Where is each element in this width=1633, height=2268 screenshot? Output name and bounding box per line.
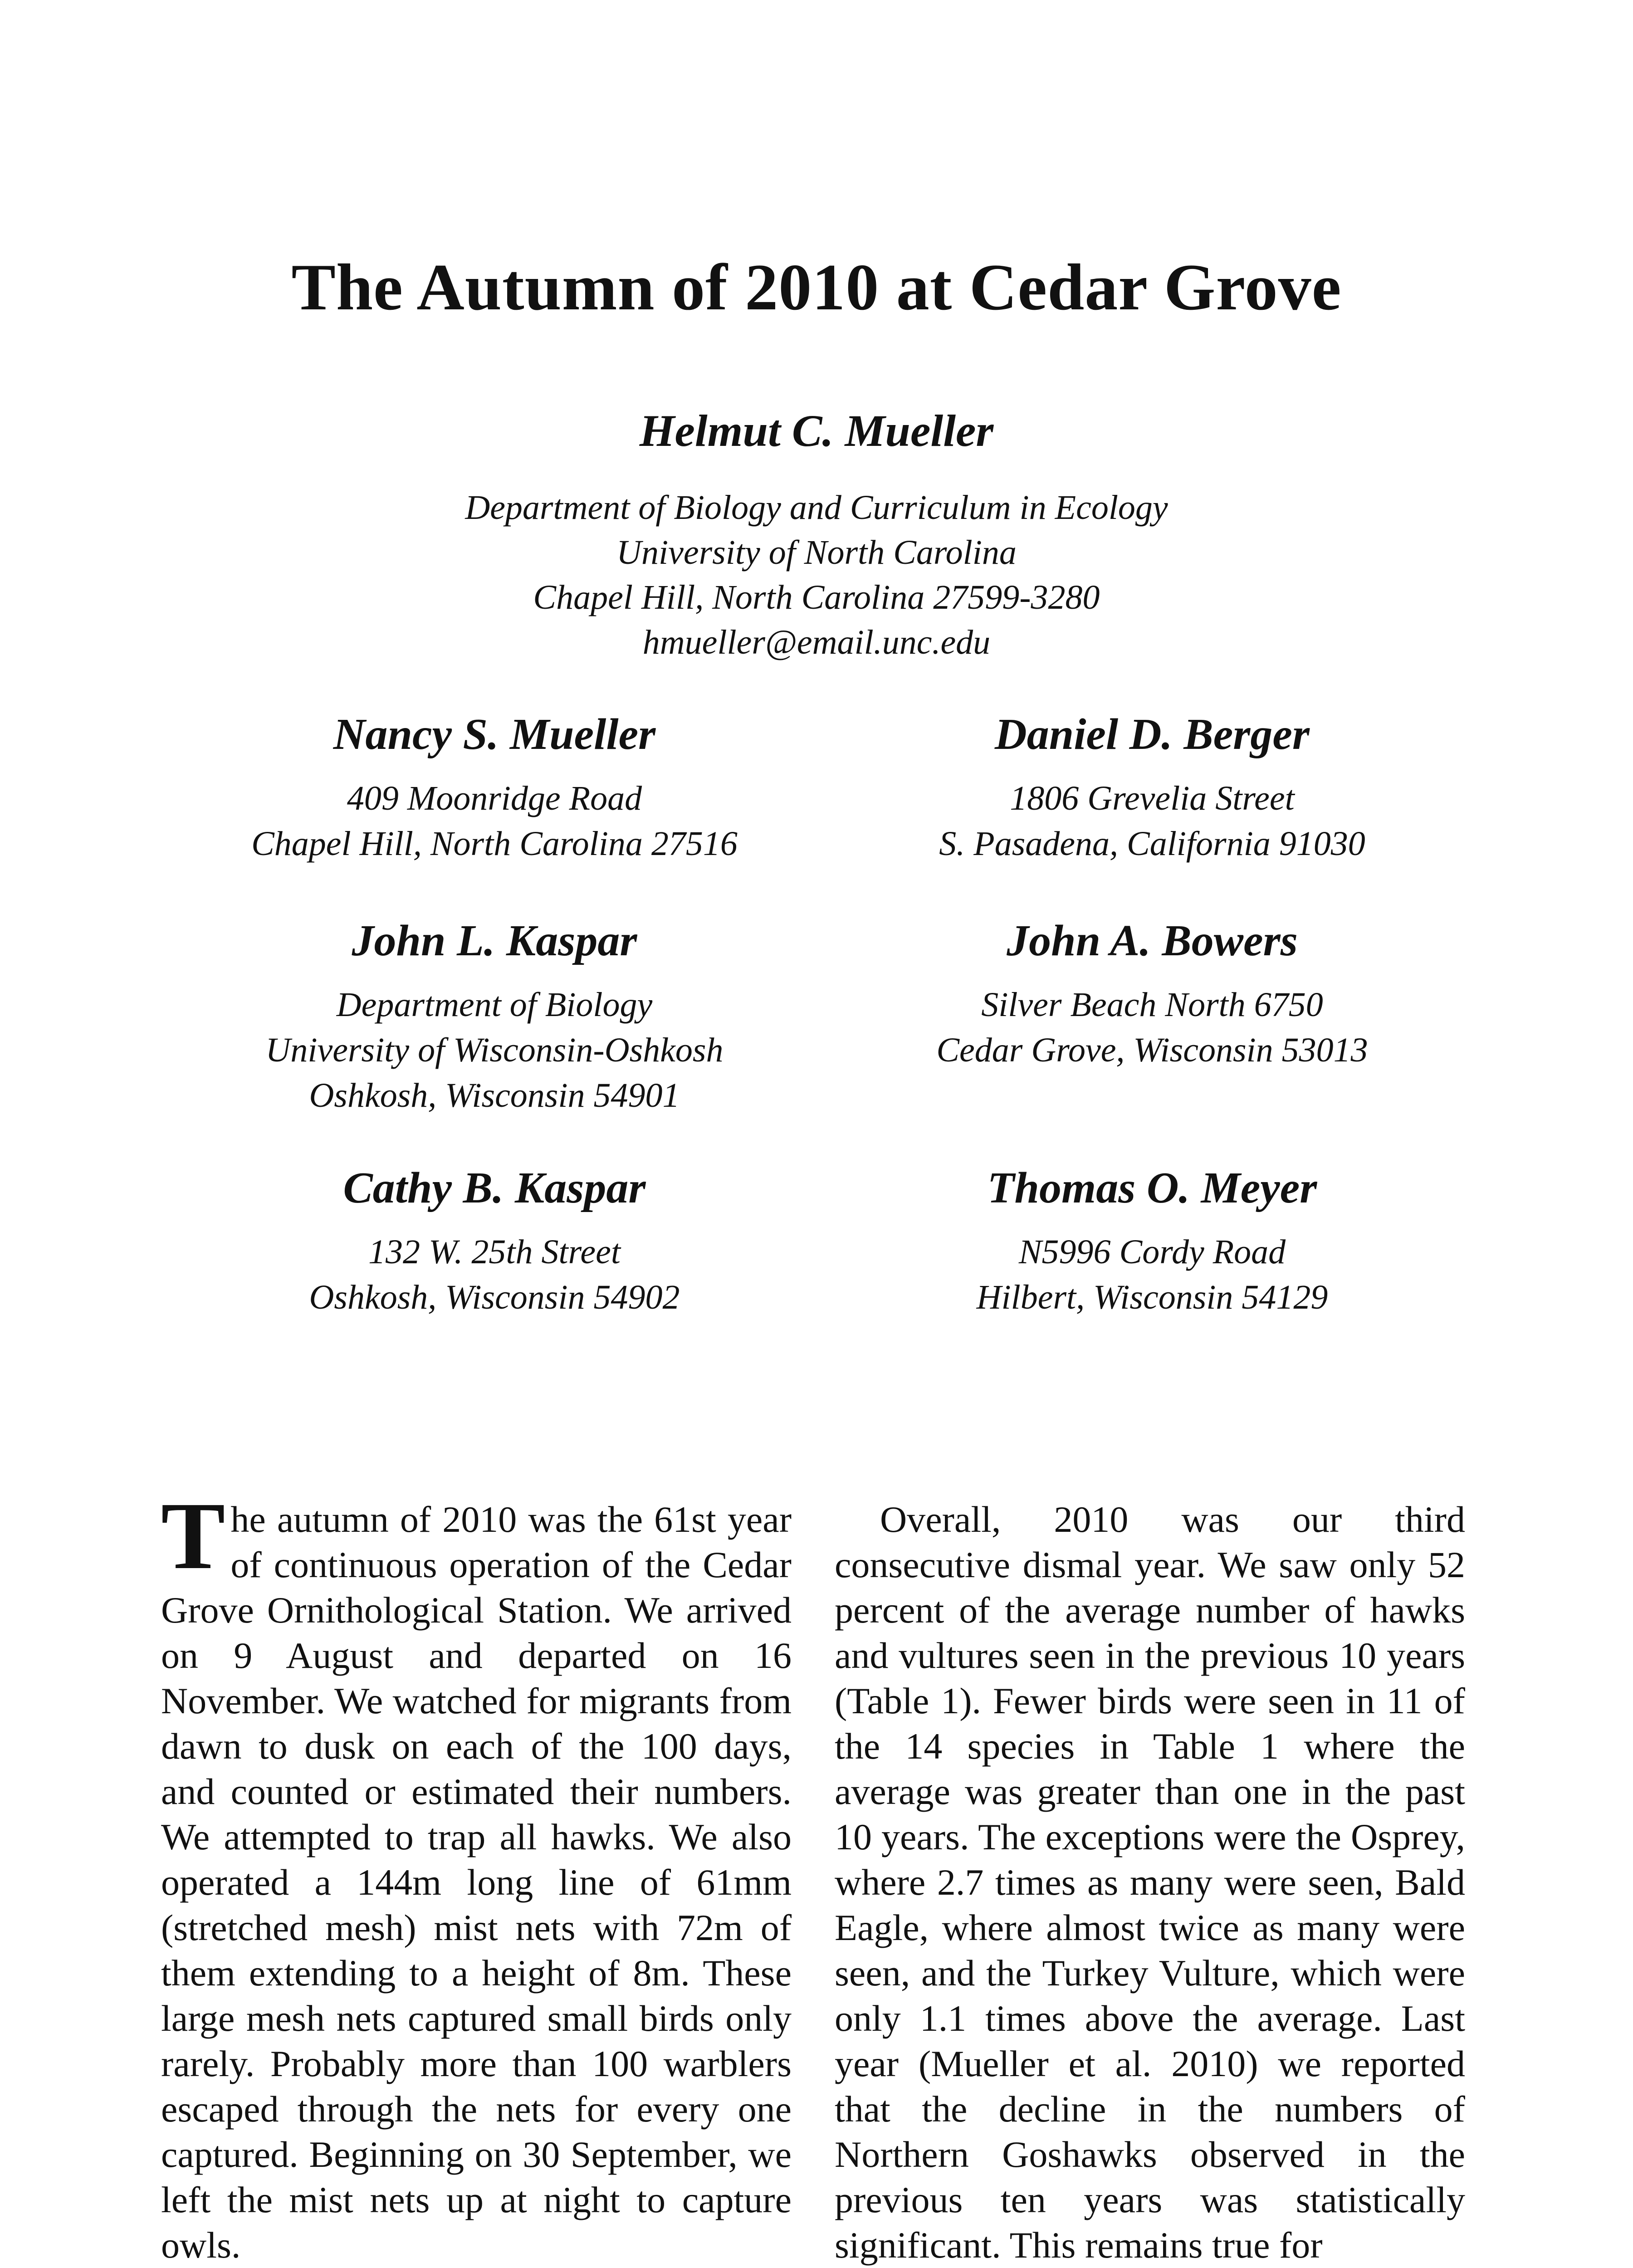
address-line: S. Pasadena, California 91030 xyxy=(939,825,1365,863)
lead-author-affiliation xyxy=(0,485,1633,665)
address-line: Chapel Hill, North Carolina 27516 xyxy=(251,825,738,863)
body-paragraph: Overall, 2010 was our third consecutive dismal year. We saw only 52 percent of the average number of hawks and vultures seen in the previous 10 years (Table 1). Fewer birds were seen in 11 of the 14 species in Table 1 where the average was greater than one in the past 10 years. The exceptions were the Osprey, where 2.7 times as many were seen, Bald Eagle, where almost twice as many were seen, and the Turkey Vulture, which were only 1.1 times above the average. Last year (Mueller et al. 2010) we reported that the decline in the numbers of Northern Goshawks observed in the previous ten years was statistically significant. This remains true for xyxy=(835,1499,1465,2266)
article-title: The Autumn of 2010 at Cedar Grove xyxy=(291,250,1342,324)
address-line: Cedar Grove, Wisconsin 53013 xyxy=(936,1031,1368,1069)
coauthor-name: John A. Bowers xyxy=(1007,916,1298,965)
address-line: 132 W. 25th Street xyxy=(368,1233,621,1271)
address-line: Department of Biology xyxy=(336,986,653,1024)
coauthor-name: John L. Kaspar xyxy=(352,916,637,965)
coauthor-block xyxy=(154,1163,835,1320)
address-line: Hilbert, Wisconsin 54129 xyxy=(976,1278,1328,1316)
coauthor-block xyxy=(812,712,1492,866)
coauthor-name: Thomas O. Meyer xyxy=(987,1163,1317,1212)
address-line: 1806 Grevelia Street xyxy=(1010,779,1295,817)
address-line: Oshkosh, Wisconsin 54902 xyxy=(309,1278,680,1316)
body-column-right xyxy=(835,1497,1465,2268)
affiliation-email: hmueller@email.unc.edu xyxy=(642,623,991,661)
lead-author-name: Helmut C. Mueller xyxy=(639,406,994,456)
affiliation-city: Chapel Hill, North Carolina 27599-3280 xyxy=(533,578,1100,616)
coauthor-address xyxy=(154,982,835,1118)
coauthor-address xyxy=(812,982,1492,1073)
coauthor-address xyxy=(812,1229,1492,1320)
address-line: N5996 Cordy Road xyxy=(1018,1233,1286,1271)
coauthor-address xyxy=(154,1229,835,1320)
coauthor-block xyxy=(154,712,835,866)
coauthor-address xyxy=(812,776,1492,866)
coauthor-block xyxy=(812,916,1492,1073)
coauthor-name: Cathy B. Kaspar xyxy=(343,1163,646,1212)
address-line: 409 Moonridge Road xyxy=(347,779,642,817)
address-line: Silver Beach North 6750 xyxy=(981,986,1323,1024)
coauthor-block xyxy=(154,916,835,1118)
affiliation-university: University of North Carolina xyxy=(616,533,1017,572)
affiliation-department: Department of Biology and Curriculum in Ecology xyxy=(465,489,1168,527)
address-line: Oshkosh, Wisconsin 54901 xyxy=(309,1076,680,1114)
body-paragraph: he autumn of 2010 was the 61st year of continuous operation of the Cedar Grove Ornithological Station. We arrived on 9 August and departed on 16 November. We watched for migrants from dawn to dusk on each of the 100 days, and counted or estimated their numbers. We attempted to trap all hawks. We also operated a 144m long line of 61mm (stretched mesh) mist nets with 72m of them extending to a height of 8m. These large mesh nets captured small birds only rarely. Probably more than 100 warblers escaped through the nets for every one captured. Beginning on 30 September, we left the mist nets up at night to capture owls. xyxy=(161,1499,792,2266)
body-column-left xyxy=(161,1482,792,2268)
drop-cap: T xyxy=(161,1482,225,1589)
address-line: University of Wisconsin-Oshkosh xyxy=(265,1031,724,1069)
coauthor-name: Nancy S. Mueller xyxy=(333,710,656,759)
coauthor-address xyxy=(154,776,835,866)
coauthor-name: Daniel D. Berger xyxy=(994,710,1310,759)
coauthor-block xyxy=(812,1163,1492,1320)
